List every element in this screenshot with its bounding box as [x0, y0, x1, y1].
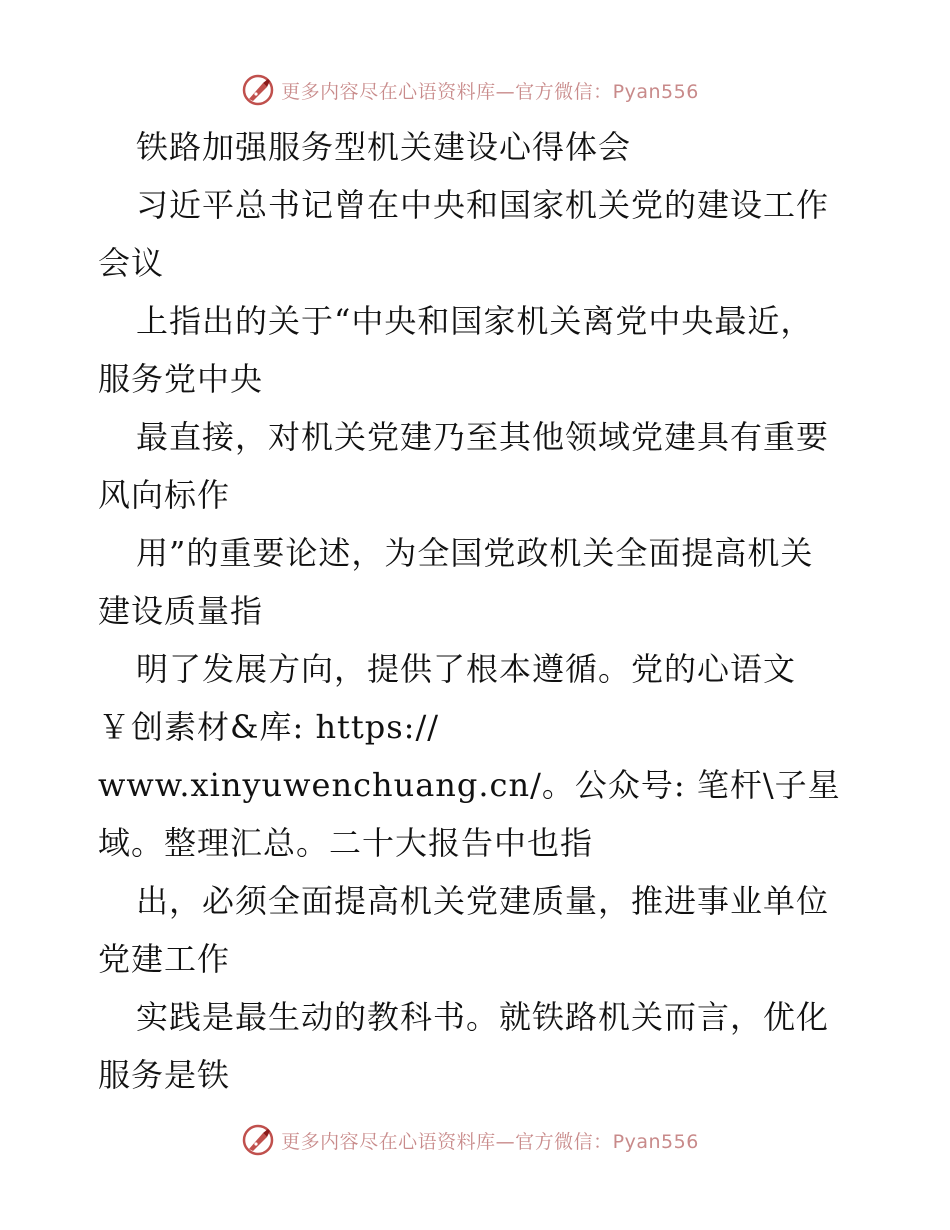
header-banner-text: 更多内容尽在心语资料库—官方微信：Pyan556	[281, 80, 699, 103]
header-banner-content	[241, 73, 699, 107]
text-line: 出，必须全面提高机关党建质量，推进事业单位	[136, 882, 830, 920]
text-line: 实践是最生动的教科书。就铁路机关而言，优化	[136, 998, 830, 1036]
footer-banner	[0, 1120, 950, 1160]
footer-banner-content	[241, 1123, 699, 1157]
text-line: 会议	[98, 244, 165, 282]
text-line: www.xinyuwenchuang.cn/。公众号: 笔杆\子星	[98, 766, 841, 804]
text-line: 风向标作	[98, 476, 231, 514]
pen-nib-logo-icon	[241, 1123, 275, 1157]
text-line: 建设质量指	[98, 592, 264, 630]
text-line: 服务是铁	[98, 1056, 231, 1094]
text-line: 域。整理汇总。二十大报告中也指	[98, 824, 594, 862]
text-line: 服务党中央	[98, 360, 264, 398]
text-line: 最直接，对机关党建乃至其他领域党建具有重要	[136, 418, 830, 456]
text-line: 党建工作	[98, 940, 231, 978]
document-body	[98, 118, 858, 1104]
text-line: 明了发展方向，提供了根本遵循。党的心语文	[136, 650, 797, 688]
text-line: ￥创素材&库: https://	[98, 708, 440, 746]
header-banner	[0, 70, 950, 110]
pen-nib-logo-icon	[241, 73, 275, 107]
document-title: 铁路加强服务型机关建设心得体会	[136, 128, 632, 166]
text-line: 用”的重要论述，为全国党政机关全面提高机关	[136, 534, 814, 572]
text-line: 上指出的关于“中央和国家机关离党中央最近，	[136, 302, 814, 340]
text-line: 习近平总书记曾在中央和国家机关党的建设工作	[136, 186, 830, 224]
footer-banner-text: 更多内容尽在心语资料库—官方微信：Pyan556	[281, 1130, 699, 1153]
